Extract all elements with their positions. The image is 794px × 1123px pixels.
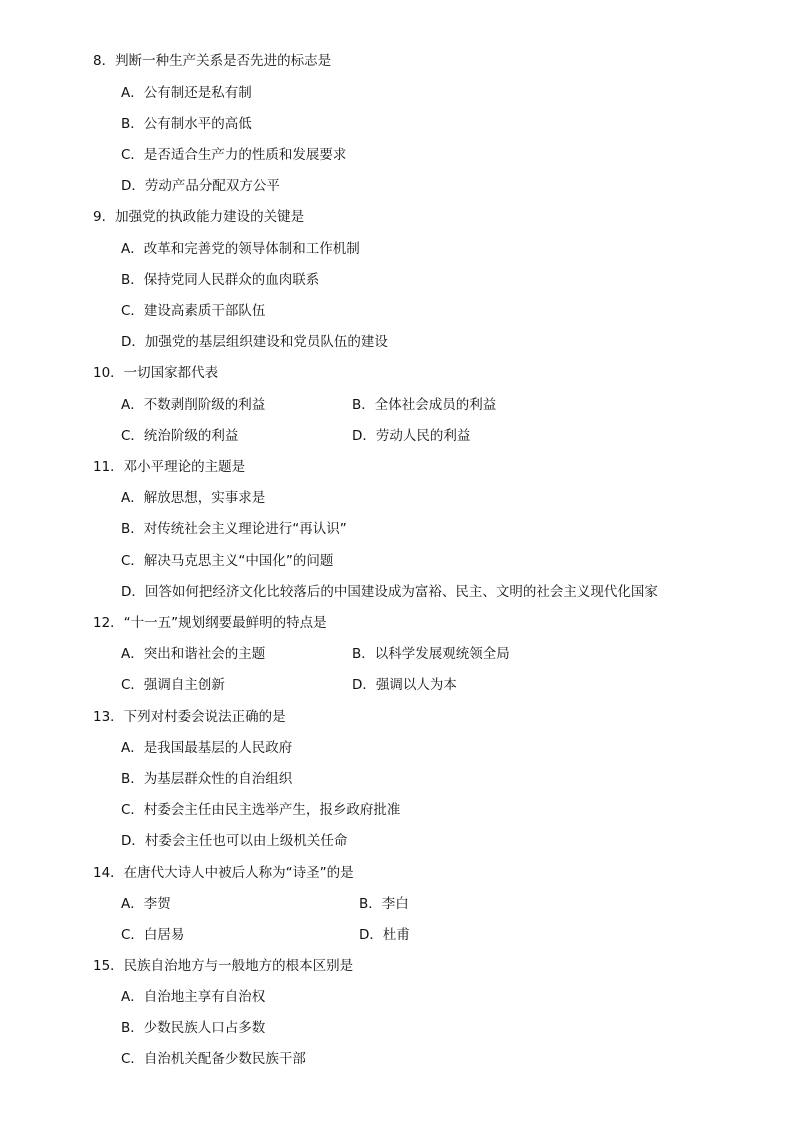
option-d: D．强调以人为本 [352,677,457,693]
option-d: D．劳动产品分配双方公平 [121,178,280,194]
option-c: C．解决马克思主义“中国化”的问题 [121,553,334,569]
option-c: C．强调自主创新 [121,677,225,693]
option-d: D．村委会主任也可以由上级机关任命 [121,833,348,849]
question-stem: 14．在唐代大诗人中被后人称为“诗圣”的是 [93,865,354,881]
option-c: C．是否适合生产力的性质和发展要求 [121,147,347,163]
option-d: D．劳动人民的利益 [352,428,471,444]
question-stem: 15．民族自治地方与一般地方的根本区别是 [93,958,354,974]
question-stem: 13．下列对村委会说法正确的是 [93,709,286,725]
option-a: A．不数剥削阶级的利益 [121,397,266,413]
question-stem: 10．一切国家都代表 [93,365,219,381]
option-b: B．少数民族人口占多数 [121,1020,266,1036]
question-stem: 11．邓小平理论的主题是 [93,459,246,475]
option-b: B．为基层群众性的自治组织 [121,771,293,787]
option-d: D．加强党的基层组织建设和党员队伍的建设 [121,334,388,350]
option-b: B．全体社会成员的利益 [352,397,497,413]
option-a: A．是我国最基层的人民政府 [121,740,293,756]
option-d: D．杜甫 [359,927,410,943]
option-c: C．自治机关配备少数民族干部 [121,1051,306,1067]
option-c: C．村委会主任由民主选举产生，报乡政府批准 [121,802,401,818]
question-stem: 12．“十一五”规划纲要最鲜明的特点是 [93,615,327,631]
option-a: A．改革和完善党的领导体制和工作机制 [121,241,360,257]
option-b: B．李白 [359,896,409,912]
option-d: D．回答如何把经济文化比较落后的中国建设成为富裕、民主、文明的社会主义现代化国家 [121,584,658,600]
option-a: A．公有制还是私有制 [121,85,252,101]
option-a: A．突出和谐社会的主题 [121,646,266,662]
option-a: A．自治地主享有自治权 [121,989,266,1005]
option-a: A．李贺 [121,896,171,912]
option-c: C．白居易 [121,927,185,943]
option-b: B．保持党同人民群众的血肉联系 [121,272,320,288]
option-b: B．以科学发展观统领全局 [352,646,510,662]
option-a: A．解放思想，实事求是 [121,490,266,506]
question-stem: 9．加强党的执政能力建设的关键是 [93,209,305,225]
option-b: B．公有制水平的高低 [121,116,252,132]
question-stem: 8．判断一种生产关系是否先进的标志是 [93,53,332,69]
option-c: C．建设高素质干部队伍 [121,303,266,319]
option-c: C．统治阶级的利益 [121,428,239,444]
option-b: B．对传统社会主义理论进行“再认识” [121,521,347,537]
